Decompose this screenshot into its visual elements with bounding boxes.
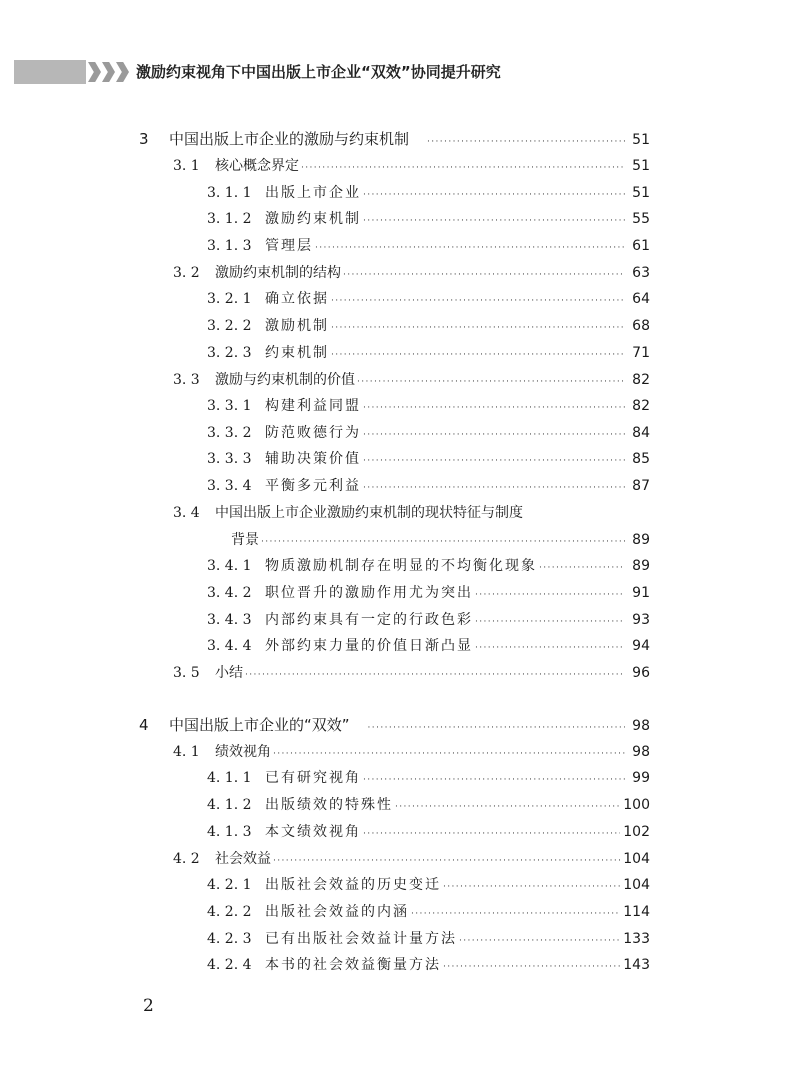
toc-entry[interactable]	[207, 792, 650, 818]
toc-entry-title: 辅助决策价值	[265, 451, 361, 467]
toc-leader-dots	[475, 635, 625, 661]
toc-entry-number: 3. 3. 1	[207, 398, 252, 414]
toc-entry[interactable]	[207, 286, 650, 312]
toc-entry-number: 3. 1	[173, 158, 200, 174]
toc-entry-continuation[interactable]	[231, 527, 650, 553]
toc-entry-page: 68	[632, 318, 650, 334]
toc-entry-title: 物质激励机制存在明显的不均衡化现象	[265, 558, 537, 574]
toc-entry[interactable]	[207, 926, 650, 952]
toc-entry[interactable]	[173, 500, 523, 526]
toc-entry[interactable]	[207, 633, 650, 659]
toc-entry-number: 3. 1. 2	[207, 211, 252, 227]
toc-entry-title: 已有出版社会效益计量方法	[265, 931, 457, 947]
toc-entry-number: 3. 4. 4	[207, 638, 252, 654]
toc-entry-title: 管理层	[265, 238, 313, 254]
toc-entry-page: 71	[632, 345, 650, 361]
toc-entry-number: 4. 2. 2	[207, 904, 252, 920]
toc-entry-title: 激励约束机制	[265, 211, 361, 227]
toc-entry-page: 85	[632, 451, 650, 467]
toc-entry-title: 小结	[215, 665, 243, 681]
book-title: 激励约束视角下中国出版上市企业“双效”协同提升研究	[136, 63, 501, 81]
toc-entry-number: 3. 3. 2	[207, 425, 252, 441]
toc-leader-dots	[475, 582, 625, 608]
toc-entry-number: 4. 2	[173, 851, 200, 867]
toc-entry-number: 4. 2. 3	[207, 931, 252, 947]
toc-leader-dots	[363, 422, 625, 448]
toc-leader-dots	[363, 475, 625, 501]
toc-entry[interactable]	[207, 819, 650, 845]
toc-entry-title: 核心概念界定	[215, 158, 299, 174]
toc-leader-dots	[363, 182, 625, 208]
toc-entry-page: 104	[623, 877, 650, 893]
toc-entry-page: 99	[632, 770, 650, 786]
toc-entry-page: 82	[632, 398, 650, 414]
toc-entry-title: 激励机制	[265, 318, 329, 334]
toc-entry-title: 中国出版上市企业的“双效”	[169, 716, 350, 734]
toc-leader-dots	[331, 288, 625, 314]
toc-entry-page: 61	[632, 238, 650, 254]
toc-leader-dots	[273, 848, 620, 874]
toc-entry-number: 4. 2. 4	[207, 957, 252, 973]
toc-entry-page: 104	[623, 851, 650, 867]
toc-entry-title: 内部约束具有一定的行政色彩	[265, 612, 473, 628]
toc-entry-page: 89	[632, 558, 650, 574]
toc-entry-title: 构建利益同盟	[265, 398, 361, 414]
toc-leader-dots	[427, 129, 625, 155]
toc-leader-dots	[443, 874, 620, 900]
toc-entry-title: 激励约束机制的结构	[215, 265, 341, 281]
toc-entry-page: 93	[632, 612, 650, 628]
toc-leader-dots	[363, 395, 625, 421]
toc-leader-dots	[363, 821, 620, 847]
toc-entry-page: 89	[632, 532, 650, 548]
toc-entry-number: 3. 3. 3	[207, 451, 252, 467]
toc-entry-page: 87	[632, 478, 650, 494]
toc-leader-dots	[363, 208, 625, 234]
toc-entry-number: 3. 3. 4	[207, 478, 252, 494]
toc-entry[interactable]	[207, 313, 650, 339]
toc-entry-page: 102	[623, 824, 650, 840]
toc-entry-number: 3. 1. 3	[207, 238, 252, 254]
toc-entry-number: 3. 4	[173, 505, 200, 521]
toc-entry-page: 91	[632, 585, 650, 601]
toc-entry-title: 确立依据	[265, 291, 329, 307]
toc-entry-number: 3. 4. 3	[207, 612, 252, 628]
toc-entry-number: 4. 1. 3	[207, 824, 252, 840]
toc-entry-title: 出版绩效的特殊性	[265, 797, 393, 813]
toc-entry[interactable]	[207, 206, 650, 232]
toc-entry-title: 绩效视角	[215, 744, 271, 760]
toc-entry[interactable]	[207, 607, 650, 633]
toc-entry-page: 82	[632, 372, 650, 388]
chevron-right-icon	[116, 62, 129, 82]
toc-entry[interactable]	[207, 899, 650, 925]
toc-entry-number: 3. 2. 2	[207, 318, 252, 334]
toc-entry-page: 84	[632, 425, 650, 441]
header-arrow-icons	[88, 62, 130, 82]
toc-entry-page: 96	[632, 665, 650, 681]
toc-entry-title: 约束机制	[265, 345, 329, 361]
toc-entry-number: 4. 1	[173, 744, 200, 760]
toc-entry-title: 防范败德行为	[265, 425, 361, 441]
toc-entry-number: 4. 1. 2	[207, 797, 252, 813]
running-header	[0, 60, 790, 84]
toc-leader-dots	[357, 369, 625, 395]
toc-entry-number: 3. 2	[173, 265, 200, 281]
toc-leader-dots	[539, 555, 625, 581]
toc-entry[interactable]	[139, 126, 650, 152]
toc-entry-title: 出版社会效益的历史变迁	[265, 877, 441, 893]
toc-entry[interactable]	[207, 952, 650, 978]
toc-entry[interactable]	[207, 765, 650, 791]
toc-entry[interactable]	[173, 660, 650, 686]
toc-entry-number: 4. 1. 1	[207, 770, 252, 786]
toc-entry-page: 63	[632, 265, 650, 281]
toc-entry[interactable]	[207, 553, 650, 579]
toc-entry-number: 4	[139, 716, 149, 734]
toc-entry-title-continuation: 背景	[231, 532, 259, 548]
page-number: 2	[143, 996, 154, 1016]
toc-entry-number: 3. 2. 3	[207, 345, 252, 361]
toc-entry-page: 114	[623, 904, 650, 920]
toc-entry-title: 外部约束力量的价值日渐凸显	[265, 638, 473, 654]
toc-entry-title: 已有研究视角	[265, 770, 361, 786]
toc-entry[interactable]	[207, 446, 650, 472]
toc-entry-title: 激励与约束机制的价值	[215, 372, 355, 388]
toc-leader-dots	[315, 235, 625, 261]
toc-entry[interactable]	[207, 233, 650, 259]
toc-entry-title: 平衡多元利益	[265, 478, 361, 494]
toc-leader-dots	[331, 315, 625, 341]
toc-entry-title: 出版上市企业	[265, 185, 361, 201]
toc-entry[interactable]	[173, 260, 650, 286]
toc-entry-title: 社会效益	[215, 851, 271, 867]
toc-entry-page: 133	[623, 931, 650, 947]
toc-entry-page: 51	[632, 185, 650, 201]
toc-leader-dots	[261, 529, 625, 555]
toc-entry-page: 98	[632, 718, 650, 734]
header-gray-bar	[14, 60, 86, 84]
toc-entry-title: 本书的社会效益衡量方法	[265, 957, 441, 973]
toc-entry-title: 职位晋升的激励作用尤为突出	[265, 585, 473, 601]
toc-entry[interactable]	[173, 846, 650, 872]
toc-entry[interactable]	[207, 473, 650, 499]
toc-entry-page: 143	[623, 957, 650, 973]
toc-leader-dots	[273, 741, 625, 767]
toc-entry-page: 98	[632, 744, 650, 760]
toc-entry-page: 94	[632, 638, 650, 654]
chevron-right-icon	[88, 62, 101, 82]
toc-entry[interactable]	[207, 420, 650, 446]
toc-entry-number: 4. 2. 1	[207, 877, 252, 893]
toc-entry[interactable]	[207, 180, 650, 206]
toc-entry-number: 3	[139, 130, 149, 148]
toc-entry[interactable]	[207, 393, 650, 419]
toc-entry[interactable]	[173, 739, 650, 765]
toc-entry-page: 55	[632, 211, 650, 227]
toc-entry[interactable]	[173, 367, 650, 393]
toc-leader-dots	[368, 715, 625, 741]
toc-entry-title: 中国出版上市企业的激励与约束机制	[169, 130, 410, 148]
toc-leader-dots	[475, 609, 625, 635]
toc-entry[interactable]	[207, 580, 650, 606]
toc-leader-dots	[395, 794, 620, 820]
toc-entry-page: 64	[632, 291, 650, 307]
toc-entry-number: 3. 2. 1	[207, 291, 252, 307]
chevron-right-icon	[102, 62, 115, 82]
toc-entry[interactable]	[207, 340, 650, 366]
toc-entry-number: 3. 4. 2	[207, 585, 252, 601]
toc-entry-page: 100	[623, 797, 650, 813]
toc-leader-dots	[443, 954, 620, 980]
toc-entry[interactable]	[173, 153, 650, 179]
toc-leader-dots	[363, 767, 625, 793]
toc-leader-dots	[245, 662, 625, 688]
toc-leader-dots	[363, 448, 625, 474]
toc-entry[interactable]	[207, 872, 650, 898]
toc-entry-number: 3. 4. 1	[207, 558, 252, 574]
toc-leader-dots	[301, 155, 625, 181]
toc-entry-number: 3. 5	[173, 665, 200, 681]
toc-entry-page: 51	[632, 158, 650, 174]
toc-leader-dots	[343, 262, 625, 288]
toc-entry-title: 中国出版上市企业激励约束机制的现状特征与制度	[215, 505, 523, 521]
toc-entry-number: 3. 1. 1	[207, 185, 252, 201]
toc-entry-title: 出版社会效益的内涵	[265, 904, 409, 920]
toc-entry-number: 3. 3	[173, 372, 200, 388]
toc-entry-page: 51	[632, 132, 650, 148]
toc-leader-dots	[411, 901, 620, 927]
toc-leader-dots	[459, 928, 620, 954]
toc-leader-dots	[331, 342, 625, 368]
toc-entry[interactable]	[139, 712, 650, 738]
toc-entry-title: 本文绩效视角	[265, 824, 361, 840]
